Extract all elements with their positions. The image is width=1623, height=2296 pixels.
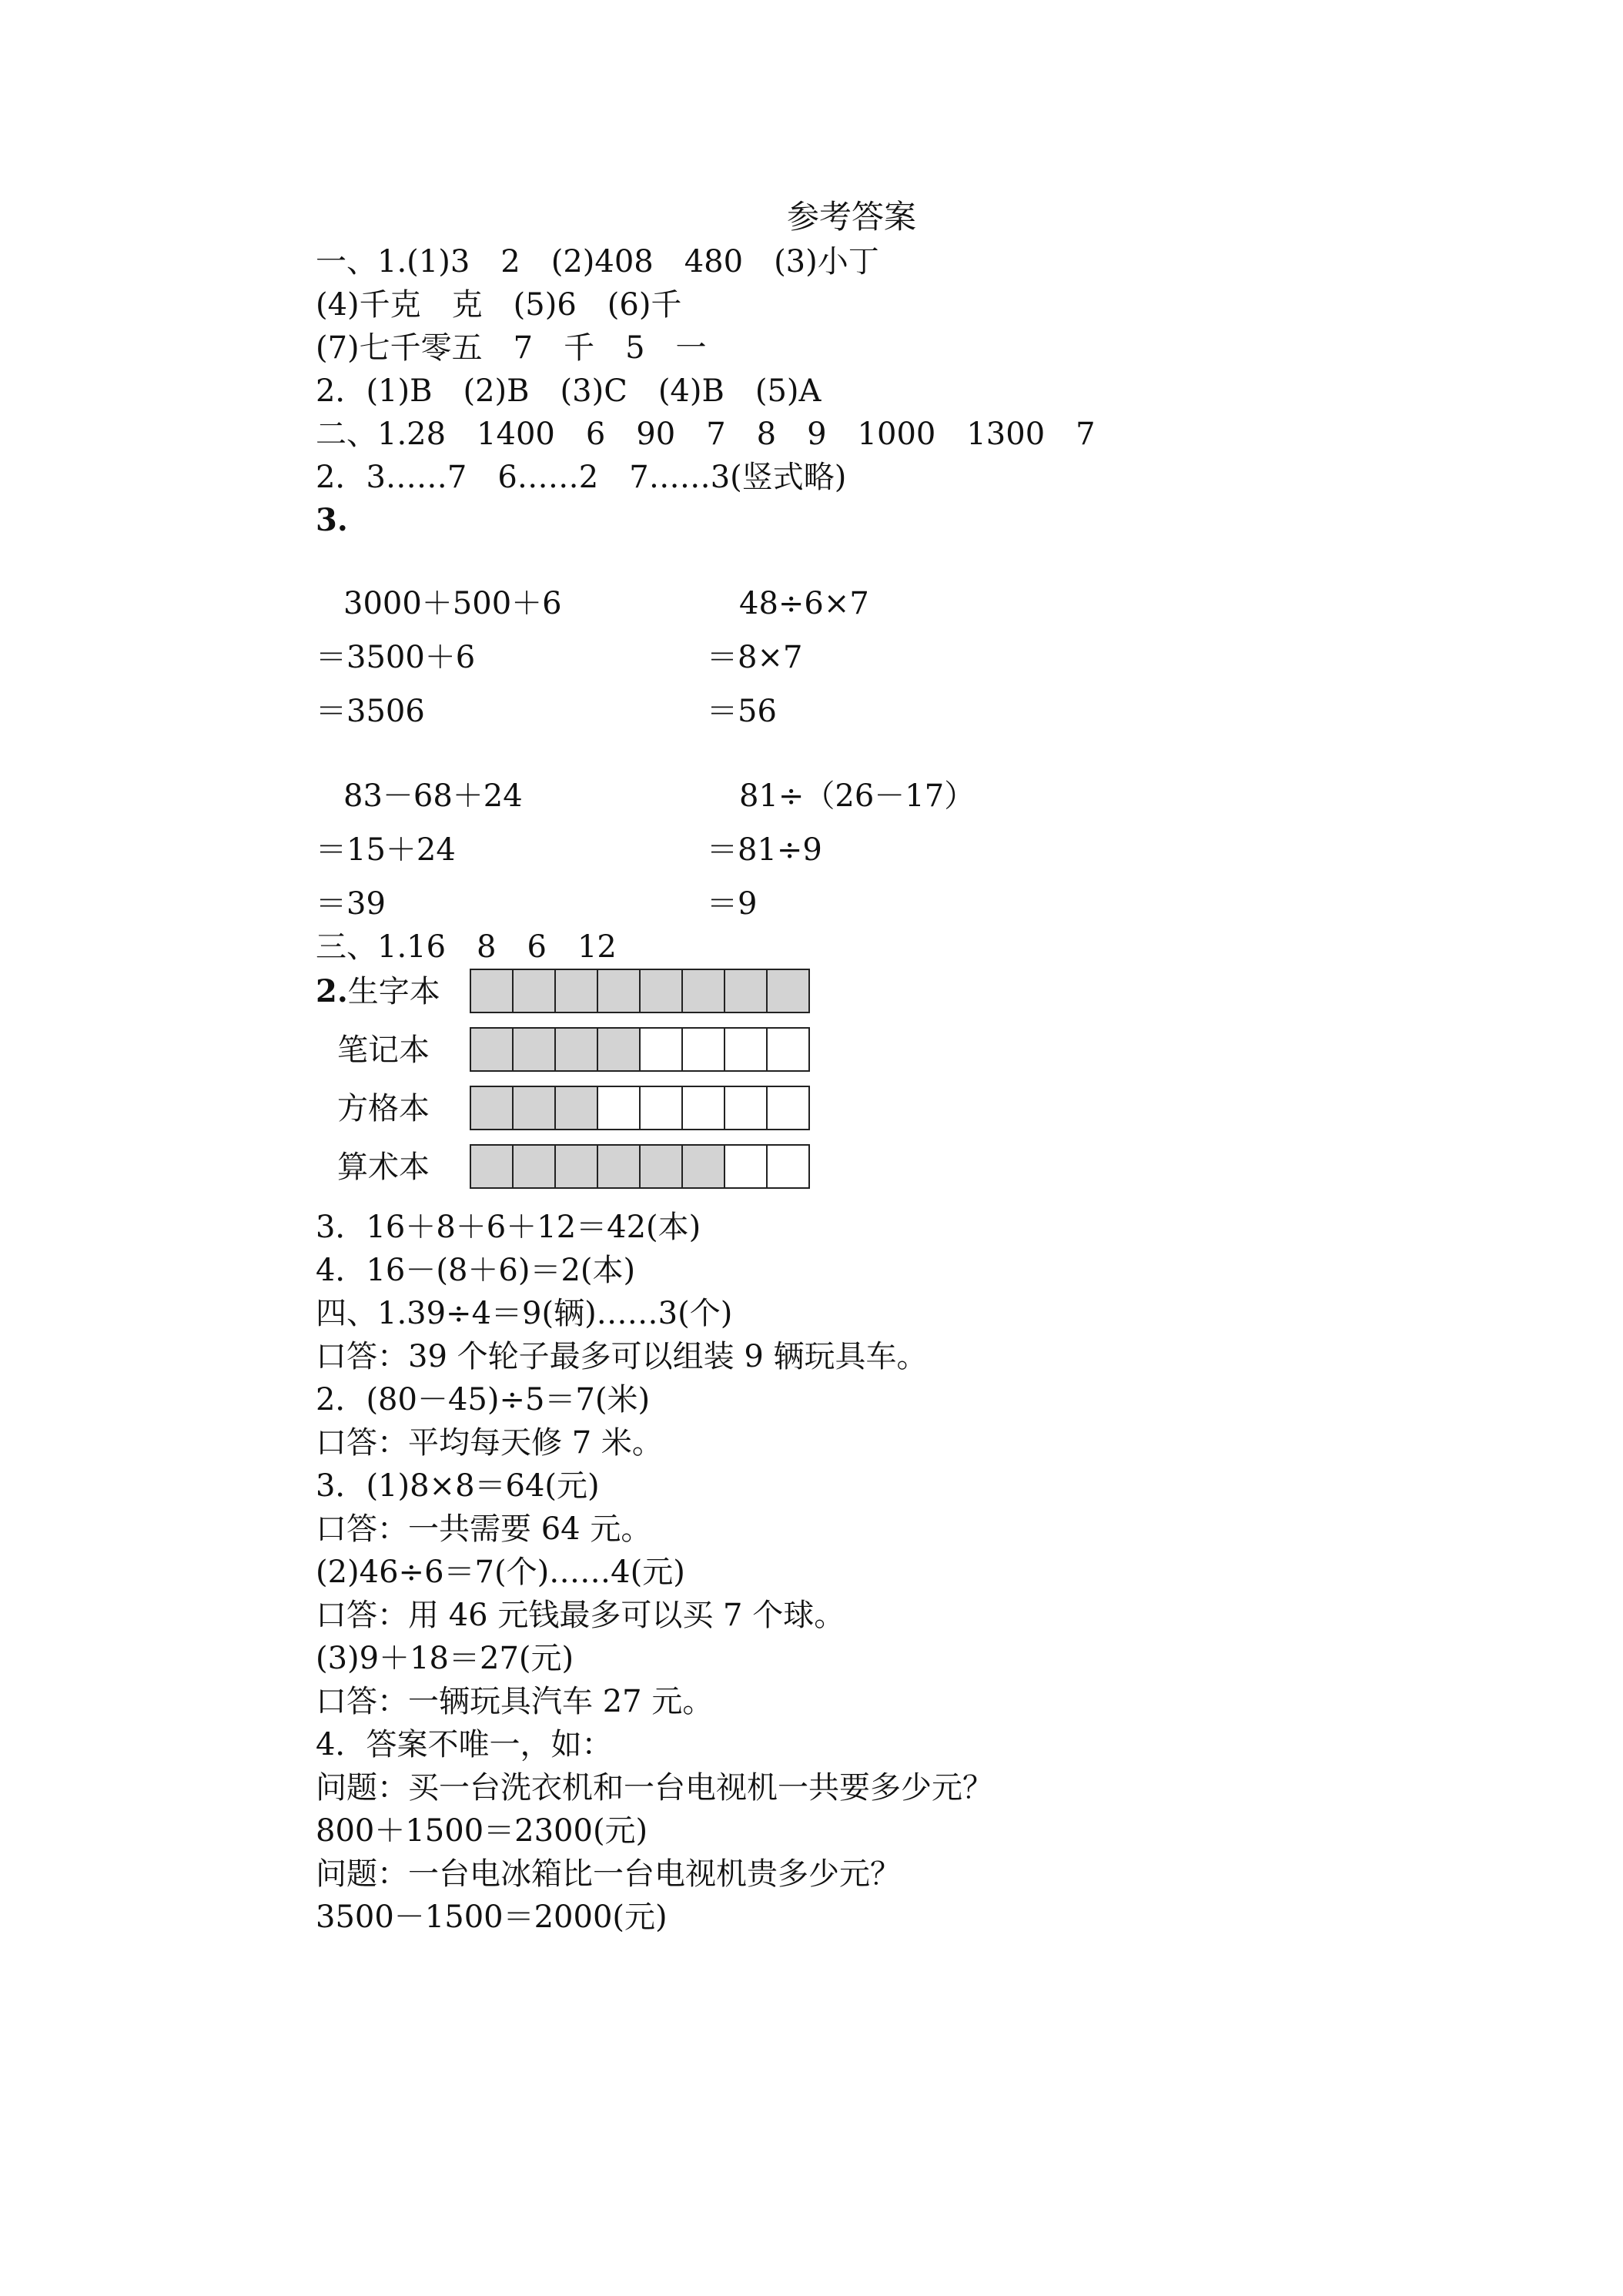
chart-item-number: 2. — [316, 973, 348, 1009]
bar-cell-empty — [725, 1027, 768, 1072]
bar-label: 笔记本 — [337, 1033, 430, 1068]
bar-cell-filled — [556, 969, 598, 1013]
bar-cell-filled — [556, 1144, 598, 1189]
sec4-line9: (3)9＋18＝27(元) — [316, 1641, 574, 1676]
sec2-line1: 二、1.28 1400 6 90 7 8 9 1000 1300 7 — [316, 417, 1096, 452]
bar-grid — [470, 1144, 810, 1189]
bar-grid — [470, 969, 810, 1013]
sec3-line3: 3．16＋8＋6＋12＝42(本) — [316, 1210, 701, 1245]
bar-cell-filled — [471, 969, 514, 1013]
bar-cell-empty — [725, 1086, 768, 1130]
sec4-line14: 问题：一台电冰箱比一台电视机贵多少元？ — [316, 1856, 901, 1892]
calc-c-step2: ＝15＋24 — [316, 832, 456, 868]
bar-cell-empty — [768, 1144, 810, 1189]
bar-cell-filled — [514, 1086, 556, 1130]
bar-cell-empty — [598, 1086, 641, 1130]
bar-label: 算术本 — [337, 1150, 430, 1185]
sec4-line7: (2)46÷6＝7(个)……4(元) — [316, 1555, 685, 1590]
bar-cell-filled — [471, 1086, 514, 1130]
sec2-line3: 3. — [316, 502, 348, 538]
bar-cell-empty — [768, 1027, 810, 1072]
bar-cell-filled — [725, 969, 768, 1013]
calc-b-step2: ＝8×7 — [707, 640, 803, 675]
calc-a-step2: ＝3500＋6 — [316, 640, 476, 675]
bar-cell-filled — [598, 1027, 641, 1072]
calc-b-step3: ＝56 — [707, 694, 777, 729]
bar-cell-filled — [641, 1144, 683, 1189]
sec4-line15: 3500－1500＝2000(元) — [316, 1899, 668, 1935]
calc-a-step1: 3000＋500＋6 — [343, 586, 562, 621]
bar-cell-filled — [641, 969, 683, 1013]
sec4-line6: 口答：一共需要 64 元。 — [316, 1511, 652, 1547]
bar-cell-filled — [514, 1027, 556, 1072]
bar-cell-filled — [514, 969, 556, 1013]
sec4-line11: 4．答案不唯一，如： — [316, 1727, 613, 1762]
bar-cell-empty — [641, 1086, 683, 1130]
bar-cell-filled — [598, 1144, 641, 1189]
sec4-line3: 2．(80－45)÷5＝7(米) — [316, 1382, 651, 1417]
calc-d-step2: ＝81÷9 — [707, 832, 822, 868]
calc-d-step1: 81÷（26－17） — [739, 778, 975, 814]
bar-label: 方格本 — [337, 1091, 430, 1126]
calc-b-step1: 48÷6×7 — [739, 586, 869, 621]
calc-c-step3: ＝39 — [316, 886, 386, 922]
bar-cell-filled — [598, 969, 641, 1013]
sec1-line2: (4)千克 克 (5)6 (6)千 — [316, 287, 682, 323]
sec4-line10: 口答：一辆玩具汽车 27 元。 — [316, 1684, 714, 1719]
bar-grid — [470, 1027, 810, 1072]
sec2-line2: 2．3……7 6……2 7……3(竖式略) — [316, 460, 847, 495]
bar-label-text: 生字本 — [347, 974, 440, 1009]
bar-cell-filled — [471, 1144, 514, 1189]
bar-cell-empty — [725, 1144, 768, 1189]
sec3-line4: 4．16－(8＋6)＝2(本) — [316, 1253, 636, 1288]
sec1-line3: (7)七千零五 7 千 5 一 — [316, 330, 707, 366]
bar-cell-empty — [641, 1027, 683, 1072]
sec4-line4: 口答：平均每天修 7 米。 — [316, 1425, 663, 1461]
sec1-line1: 一、1.(1)3 2 (2)408 480 (3)小丁 — [316, 244, 879, 279]
calc-d-step3: ＝9 — [707, 886, 758, 922]
calc-c-step1: 83－68＋24 — [343, 778, 523, 814]
bar-cell-filled — [471, 1027, 514, 1072]
calc-a-step3: ＝3506 — [316, 694, 425, 729]
bar-cell-empty — [768, 1086, 810, 1130]
bar-label — [316, 970, 440, 1013]
sec4-line2: 口答：39 个轮子最多可以组装 9 辆玩具车。 — [316, 1339, 928, 1374]
sec4-line1: 四、1.39÷4＝9(辆)……3(个) — [316, 1296, 733, 1331]
sec3-line1: 三、1.16 8 6 12 — [316, 929, 617, 965]
bar-cell-filled — [556, 1027, 598, 1072]
bar-cell-filled — [683, 969, 725, 1013]
bar-grid — [470, 1086, 810, 1130]
bar-cell-filled — [683, 1144, 725, 1189]
sec4-line5: 3．(1)8×8＝64(元) — [316, 1468, 600, 1504]
sec4-line13: 800＋1500＝2300(元) — [316, 1813, 648, 1849]
bar-cell-filled — [556, 1086, 598, 1130]
bar-cell-filled — [514, 1144, 556, 1189]
bar-cell-filled — [768, 969, 810, 1013]
sec4-line12: 问题：买一台洗衣机和一台电视机一共要多少元？ — [316, 1770, 993, 1806]
bar-cell-empty — [683, 1086, 725, 1130]
bar-cell-empty — [683, 1027, 725, 1072]
sec4-line8: 口答：用 46 元钱最多可以买 7 个球。 — [316, 1598, 845, 1633]
page-title: 参考答案 — [786, 198, 916, 236]
sec1-line4: 2．(1)B (2)B (3)C (4)B (5)A — [316, 373, 822, 409]
